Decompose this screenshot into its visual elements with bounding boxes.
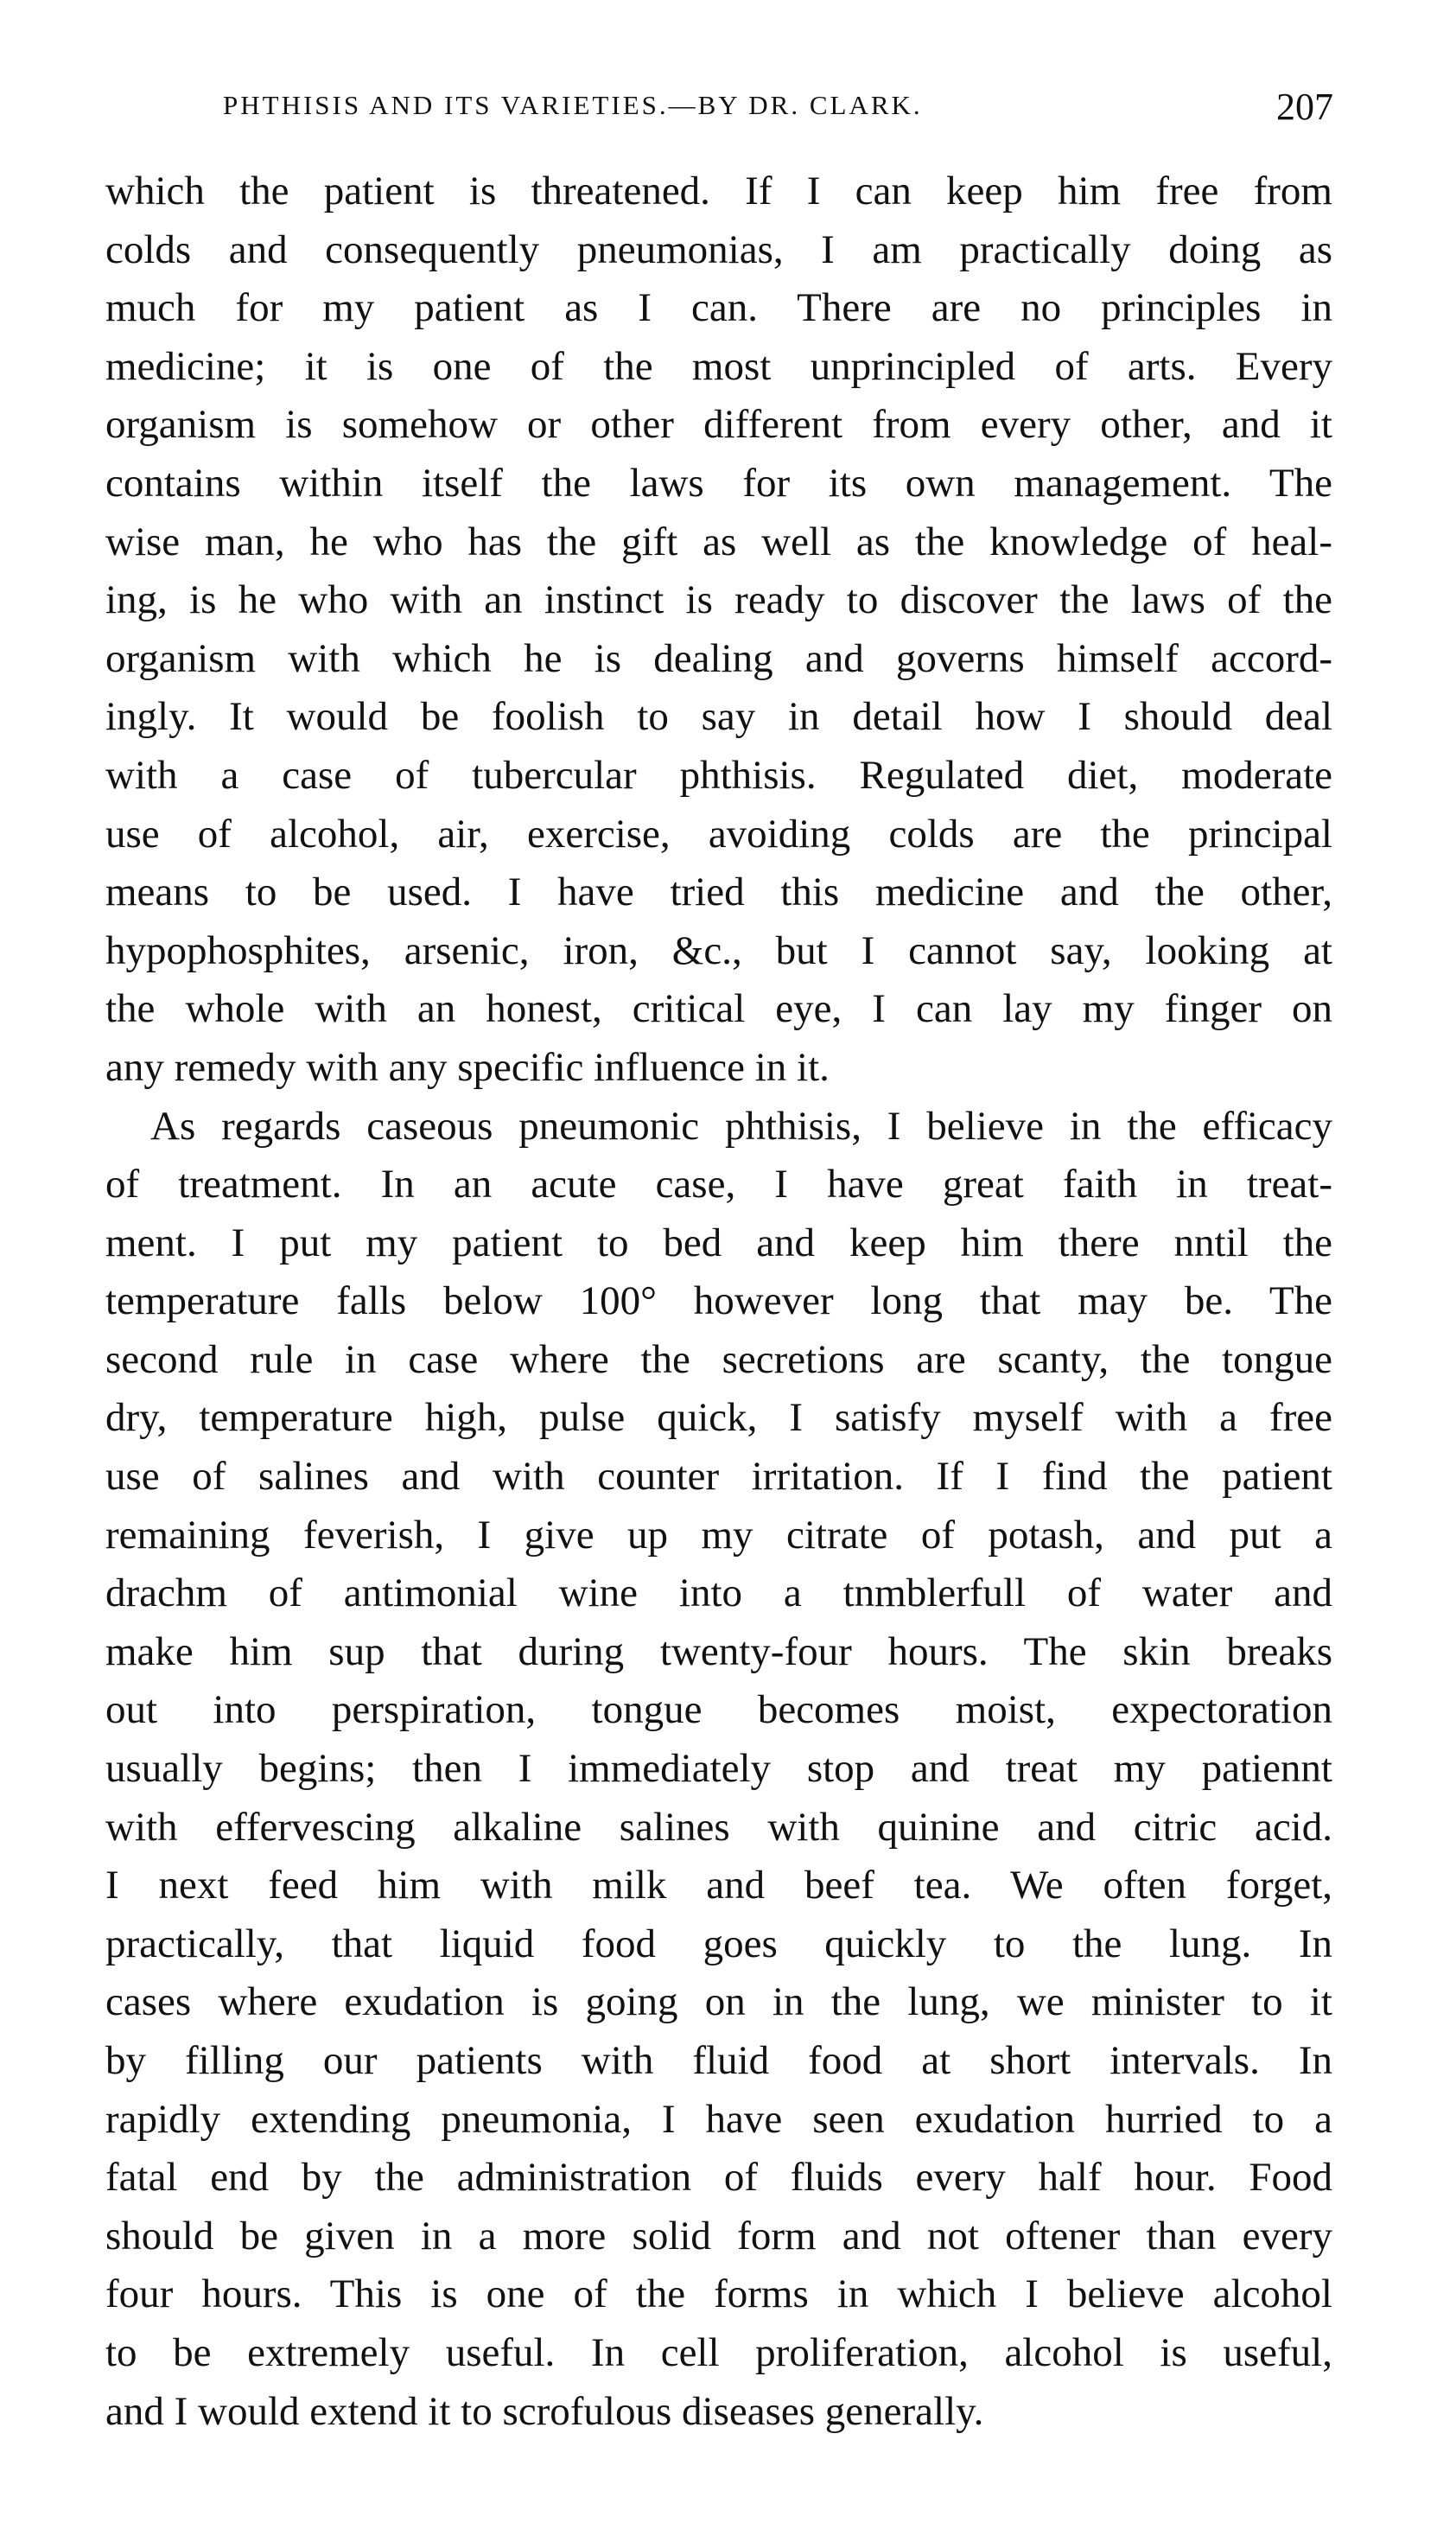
text-line: colds and consequently pneumonias, I am practically doing as (105, 226, 1332, 272)
text-line: ment. I put my patient to bed and keep him there nntil the (105, 1220, 1332, 1265)
text-line: by filling our patients with fluid food at short intervals. In (105, 2038, 1332, 2083)
text-line: cases where exudation is going on in the lung, we minister to it (105, 1979, 1332, 2025)
text-line: much for my patient as I can. There are no principles in (105, 285, 1332, 331)
text-line: dry, temperature high, pulse quick, I satisfy myself with a free (105, 1395, 1332, 1441)
text-line: fatal end by the administration of fluids every half hour. Food (105, 2155, 1332, 2201)
text-line: with effervescing alkaline salines with quinine and citric acid. (105, 1804, 1332, 1850)
text-line: the whole with an honest, critical eye, I can lay my finger on (105, 986, 1332, 1032)
body-text (105, 162, 1332, 2441)
text-line: usually begins; then I immediately stop and treat my patiennt (105, 1746, 1332, 1792)
text-line: should be given in a more solid form and not oftener than every (105, 2213, 1332, 2258)
text-line: to be extremely useful. In cell proliferation, alcohol is useful, (105, 2329, 1332, 2375)
text-line: with a case of tubercular phthisis. Regulated diet, moderate (105, 752, 1332, 798)
text-line: second rule in case where the secretions are scanty, the tongue (105, 1336, 1332, 1382)
text-line: make him sup that during twenty-four hours. The skin breaks (105, 1628, 1332, 1674)
text-line: wise man, he who has the gift as well as the knowledge of heal- (105, 519, 1332, 564)
text-line: use of alcohol, air, exercise, avoiding colds are the principal (105, 811, 1332, 857)
text-line: contains within itself the laws for its own management. The (105, 460, 1332, 506)
text-line: organism with which he is dealing and governs himself accord- (105, 635, 1332, 681)
text-line: four hours. This is one of the forms in which I believe alcohol (105, 2271, 1332, 2317)
text-line: remaining feverish, I give up my citrate of potash, and put a (105, 1512, 1332, 1558)
text-line: hypophosphites, arsenic, iron, &c., but I cannot say, looking at (105, 927, 1332, 973)
text-line: ing, is he who with an instinct is ready to discover the laws of the (105, 577, 1332, 623)
text-line: drachm of antimonial wine into a tnmblerfull of water and (105, 1570, 1332, 1616)
text-line: practically, that liquid food goes quickly to the lung. In (105, 1921, 1332, 1966)
text-line: which the patient is threatened. If I can keep him free from (105, 169, 1332, 213)
text-line: I next feed him with milk and beef tea. We often forget, (105, 1863, 1332, 1908)
text-line: rapidly extending pneumonia, I have seen exudation hurried to a (105, 2096, 1332, 2142)
text-line: use of salines and with counter irritation. If I find the patient (105, 1454, 1332, 1500)
text-line: organism is somehow or other different from every other, and it (105, 402, 1332, 448)
text-line: and I would extend it to scrofulous diseases generally. (105, 2388, 984, 2434)
text-line: As regards caseous pneumonic phthisis, I believe in the efficacy (150, 1103, 1332, 1149)
text-line: any remedy with any specific influence in it. (105, 1044, 830, 1090)
text-line: means to be used. I have tried this medicine and the other, (105, 870, 1332, 915)
text-line: temperature falls below 100° however long that may be. The (105, 1278, 1332, 1324)
text-line: ingly. It would be foolish to say in detail how I should deal (105, 694, 1332, 740)
text-line: of treatment. In an acute case, I have great faith in treat- (105, 1162, 1332, 1207)
running-title: PHTHISIS AND ITS VARIETIES.—BY DR. CLARK. (223, 90, 923, 120)
page-number: 207 (1276, 86, 1333, 128)
text-line: out into perspiration, tongue becomes moist, expectoration (105, 1687, 1332, 1733)
text-line: medicine; it is one of the most unprincipled of arts. Every (105, 343, 1332, 389)
running-header (223, 85, 1333, 137)
